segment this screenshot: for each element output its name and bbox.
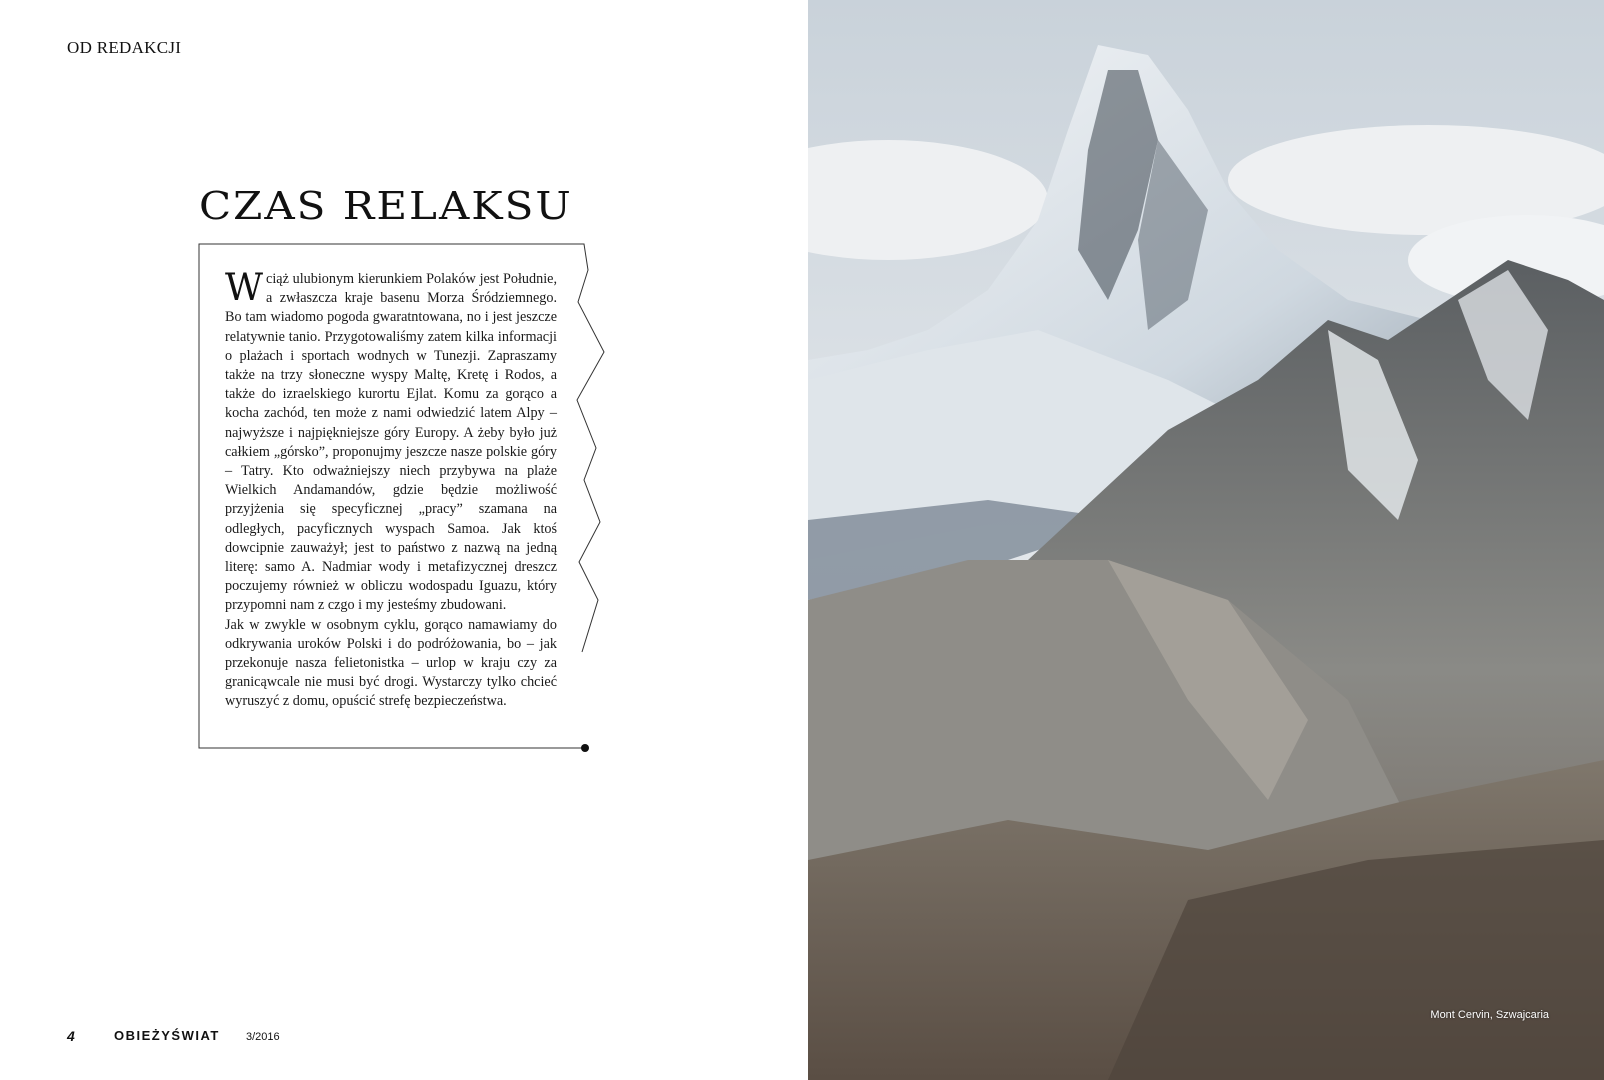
section-label: OD REDAKCJI (67, 38, 182, 57)
issue-number: 3/2016 (246, 1031, 280, 1043)
page-number: 4 (67, 1028, 75, 1044)
paragraph-2: Jak w zwykle w osobnym cyklu, gorąco namawiamy do odkrywania uroków Polski i do podróżowania, bo – jak przekonuje nasza felietonistka – urlop w kraju czy za granicąwcale nie musi być drogi. Wystarczy tylko chcieć wyruszyć z domu, opuścić strefę bezpieczeństwa. (225, 616, 557, 710)
end-dot (581, 744, 589, 752)
paragraph-1: Wciąż ulubionym kierunkiem Polaków jest Południe, a zwłaszcza kraje basenu Morza Śródziemnego. Bo tam wiadomo pogoda gwaratntowana, no i jest jeszcze relatywnie tanio. Przygotowaliśmy zatem kilka informacji o plażach i sportach wodnych w Tunezji. Zapraszamy także na trzy słoneczne wyspy Maltę, Kretę i Rodos, a także do izraelskiego kurortu Ejlat. Komu za gorąco a kocha zachód, ten może z nami odwiedzić latem Alpy – najwyższe i najpiękniejsze góry Europy. A żeby było już całkiem „górsko”, proponujmy jeszcze nasze polskie góry – Tatry. Kto odważniejszy niech przybywa na plaże Wielkich Andamandów, gdzie będzie możliwość przyjżenia się specyficznej „pracy” szamana na odległych, pacyficznych wyspach Samoa. Jak ktoś dowcipnie zauważył; jest to państwo z nazwą na jedną literę: samo A. Nadmiar wody i metafizycznej dreszcz poczujemy również w obliczu wodospadu Iguazu, który przypomni nam z czgo i my jesteśmy zbudowani. (225, 266, 557, 614)
article-title: CZAS RELAKSU (199, 183, 573, 229)
drop-cap: W (225, 266, 264, 309)
magazine-name: OBIEŻYŚWIAT (114, 1028, 220, 1043)
photo-caption: Mont Cervin, Szwajcaria (1430, 1009, 1549, 1021)
mountain-photo (808, 0, 1604, 1080)
article-body (225, 266, 557, 712)
matterhorn-image (808, 0, 1604, 1080)
